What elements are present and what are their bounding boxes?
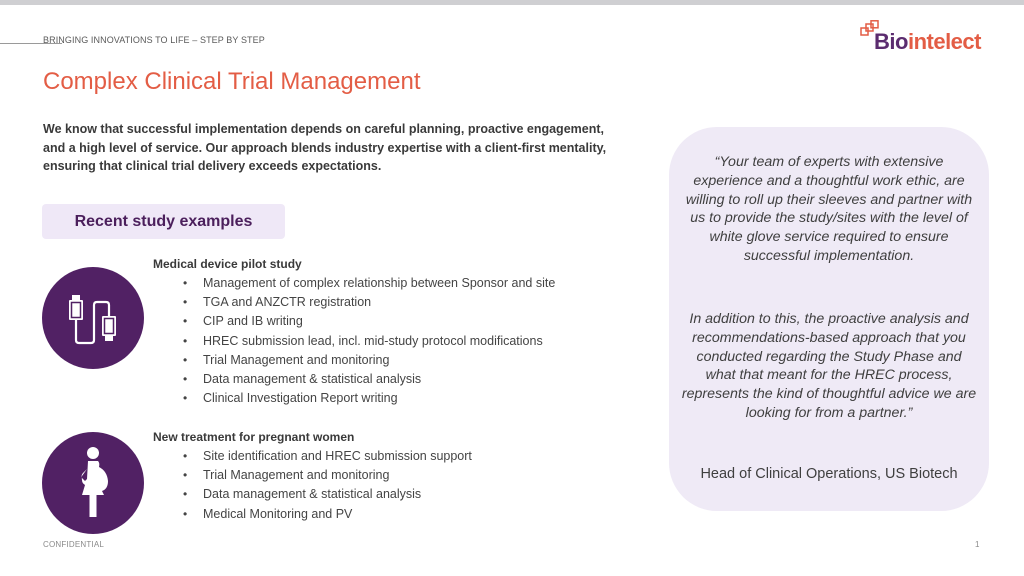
list-item: • Trial Management and monitoring [183,351,555,370]
logo-wordmark [874,30,981,54]
section-label: Recent study examples [42,204,285,239]
top-border-bar [0,0,1024,5]
list-item: • Trial Management and monitoring [183,466,472,485]
list-item: • Data management & statistical analysis [183,370,555,389]
study-items-list [153,274,555,408]
page-title: Complex Clinical Trial Management [43,68,421,95]
testimonial-box [669,127,989,511]
list-item: • CIP and IB writing [183,312,555,331]
usb-cable-glyph [58,283,128,353]
list-item: • HREC submission lead, incl. mid-study protocol modifications [183,332,555,351]
testimonial-paragraph-2: In addition to this, the proactive analysis and recommendations-based approach that you conducted regarding the Study Phase and what that meant for the HREC process, represents the kind of thoughtful advice we are looking for from a partner.” [681,311,977,421]
study-title: New treatment for pregnant women [153,430,355,444]
list-item: • Clinical Investigation Report writing [183,389,555,408]
page-number: 1 [975,540,980,549]
list-item: • Management of complex relationship between Sponsor and site [183,274,555,293]
study-pregnant-women [153,429,472,524]
logo-intelect: intelect [907,29,981,54]
tagline: BRINGING INNOVATIONS TO LIFE – STEP BY STEP [43,35,265,45]
pregnant-woman-icon [42,432,144,534]
list-item: • TGA and ANZCTR registration [183,293,555,312]
testimonial-paragraph-1: “Your team of experts with extensive experience and a thoughtful work ethic, are willing to roll up their sleeves and partner with us to provide the study/sites with the level of white glove service required to ensure successful implementation. [685,154,973,264]
pregnant-woman-glyph [58,443,128,523]
study-title: Medical device pilot study [153,257,302,271]
list-item: • Medical Monitoring and PV [183,505,472,524]
logo-bio: Bio [874,29,908,54]
list-item: • Data management & statistical analysis [183,485,472,504]
usb-cable-icon [42,267,144,369]
testimonial-attribution: Head of Clinical Operations, US Biotech [700,466,958,482]
intro-paragraph: We know that successful implementation depends on careful planning, proactive engagement, and a high level of service. Our approach blends industry expertise with a client-first mentality, ensuring that clinical trial delivery exceeds expectations. [43,122,607,173]
study-items-list [153,447,472,524]
confidential-label: CONFIDENTIAL [43,540,105,549]
list-item: • Site identification and HREC submission support [183,447,472,466]
study-medical-device [153,256,555,408]
biointelect-logo [860,20,990,60]
